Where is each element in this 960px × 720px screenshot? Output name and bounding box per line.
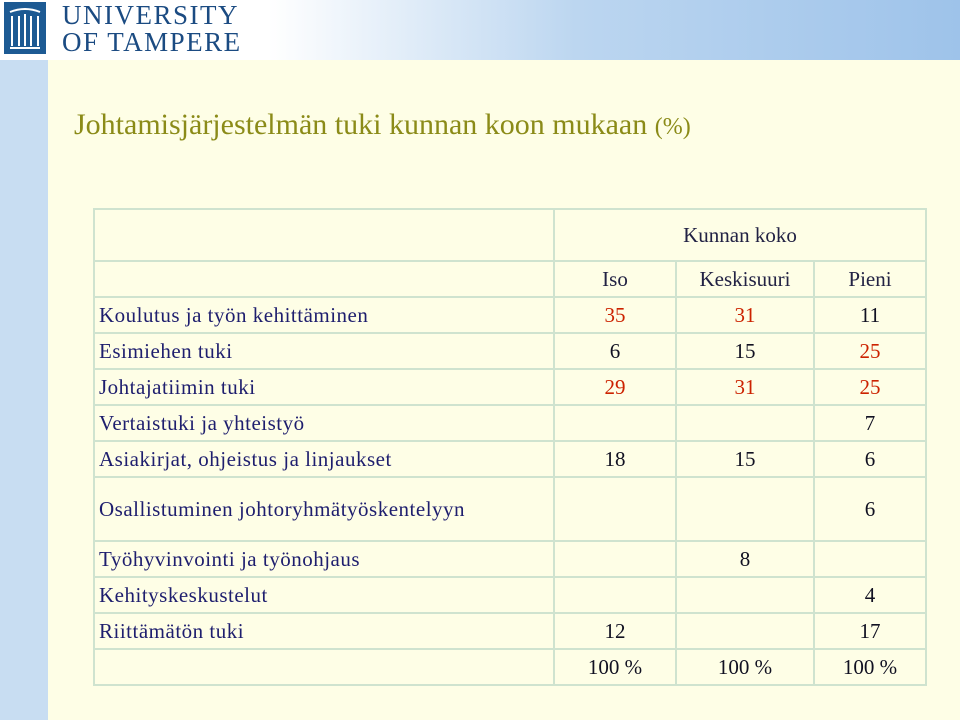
title-unit: (%) — [654, 114, 691, 140]
value-iso: 35 — [554, 297, 676, 333]
value-keskisuuri: 15 — [676, 441, 814, 477]
totals-row — [94, 649, 926, 685]
value-pieni: 6 — [814, 477, 926, 541]
value-iso: 6 — [554, 333, 676, 369]
page-title — [74, 108, 691, 142]
row-label: Kehityskeskustelut — [94, 577, 554, 613]
value-iso — [554, 477, 676, 541]
row-label: Osallistuminen johtoryhmätyöskentelyyn — [94, 477, 554, 541]
column-header-iso: Iso — [554, 261, 676, 297]
row-label: Työhyvinvointi ja työnohjaus — [94, 541, 554, 577]
logo-line-1: UNIVERSITY — [62, 0, 239, 30]
table-row — [94, 333, 926, 369]
column-header-row — [94, 261, 926, 297]
support-table — [93, 208, 927, 686]
row-label: Johtajatiimin tuki — [94, 369, 554, 405]
value-pieni: 6 — [814, 441, 926, 477]
column-header-pieni: Pieni — [814, 261, 926, 297]
title-main: Johtamisjärjestelmän tuki kunnan koon mukaan — [74, 108, 655, 141]
logo-line-2: OF TAMPERE — [62, 27, 242, 57]
row-label: Koulutus ja työn kehittäminen — [94, 297, 554, 333]
table-row — [94, 369, 926, 405]
value-pieni: 25 — [814, 333, 926, 369]
value-iso: 18 — [554, 441, 676, 477]
row-label: Riittämätön tuki — [94, 613, 554, 649]
empty-header-cell — [94, 261, 554, 297]
table-row — [94, 405, 926, 441]
total-iso: 100 % — [554, 649, 676, 685]
empty-corner-cell — [94, 209, 554, 261]
empty-totals-label — [94, 649, 554, 685]
group-header-row — [94, 209, 926, 261]
table-row — [94, 297, 926, 333]
total-pieni: 100 % — [814, 649, 926, 685]
column-header-keskisuuri: Keskisuuri — [676, 261, 814, 297]
value-pieni — [814, 541, 926, 577]
table-row — [94, 441, 926, 477]
group-header-cell: Kunnan koko — [554, 209, 926, 261]
value-keskisuuri — [676, 577, 814, 613]
row-label: Esimiehen tuki — [94, 333, 554, 369]
table-row — [94, 577, 926, 613]
value-pieni: 11 — [814, 297, 926, 333]
value-pieni: 17 — [814, 613, 926, 649]
value-pieni: 4 — [814, 577, 926, 613]
value-iso — [554, 577, 676, 613]
value-keskisuuri — [676, 405, 814, 441]
value-iso — [554, 541, 676, 577]
university-wordmark — [62, 2, 242, 56]
row-label: Vertaistuki ja yhteistyö — [94, 405, 554, 441]
value-iso — [554, 405, 676, 441]
value-keskisuuri — [676, 613, 814, 649]
left-decor-band — [0, 0, 48, 720]
value-keskisuuri — [676, 477, 814, 541]
value-pieni: 7 — [814, 405, 926, 441]
value-pieni: 25 — [814, 369, 926, 405]
value-keskisuuri: 31 — [676, 369, 814, 405]
table-row — [94, 613, 926, 649]
value-keskisuuri: 8 — [676, 541, 814, 577]
value-keskisuuri: 31 — [676, 297, 814, 333]
value-iso: 29 — [554, 369, 676, 405]
row-label: Asiakirjat, ohjeistus ja linjaukset — [94, 441, 554, 477]
value-iso: 12 — [554, 613, 676, 649]
table-row — [94, 477, 926, 541]
table-row — [94, 541, 926, 577]
university-logo-icon — [4, 2, 46, 54]
total-keskisuuri: 100 % — [676, 649, 814, 685]
value-keskisuuri: 15 — [676, 333, 814, 369]
